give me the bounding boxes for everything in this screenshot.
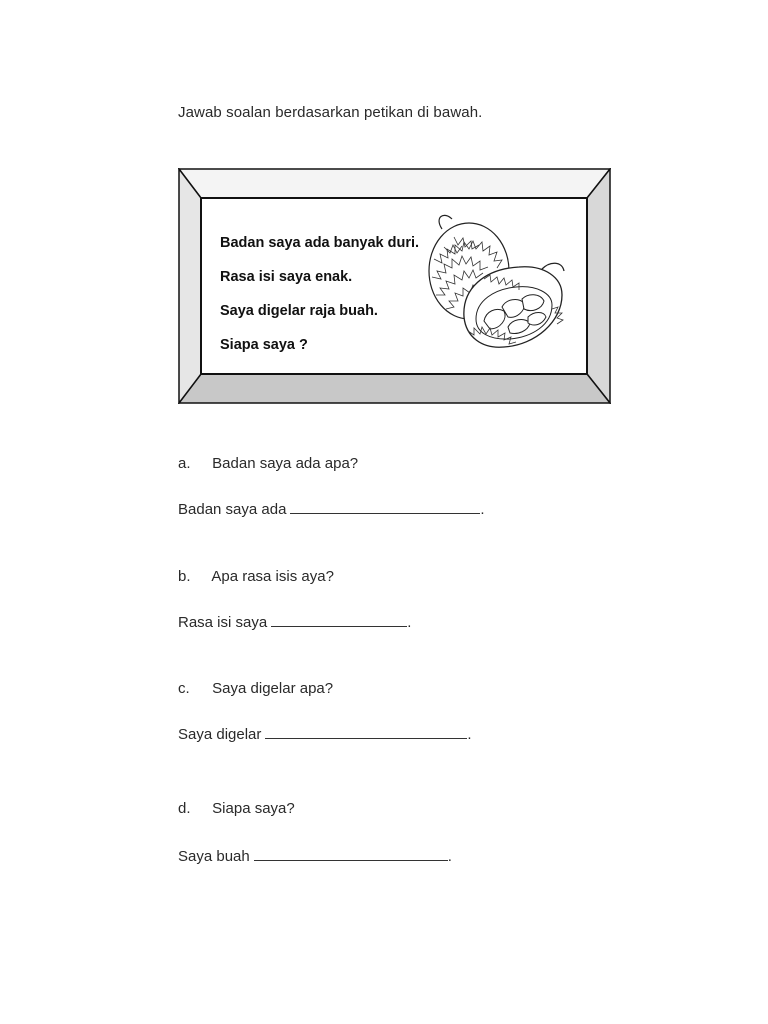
passage-line: Rasa isi saya enak.: [220, 269, 353, 285]
question-text: Saya digelar apa?: [212, 680, 334, 697]
passage-line: Siapa saya ?: [220, 337, 308, 353]
question-letter: a.: [178, 455, 191, 472]
answer-end: .: [467, 726, 472, 743]
answer-blank[interactable]: [254, 846, 448, 861]
question-text: Apa rasa isis aya?: [211, 568, 334, 585]
question-text: Badan saya ada apa?: [212, 455, 359, 472]
passage-line: Saya digelar raja buah.: [220, 303, 378, 319]
answer-end: .: [480, 501, 485, 518]
question-letter: b.: [178, 568, 191, 585]
answer-prompt: Saya digelar: [178, 726, 262, 743]
answer-end: .: [447, 848, 452, 865]
answer-line-d: [178, 846, 452, 865]
question-letter: d.: [178, 800, 191, 817]
question-b: [178, 568, 334, 585]
answer-line-a: [178, 499, 485, 518]
answer-line-b: [178, 612, 411, 631]
durian-fruit-icon: [424, 209, 569, 364]
answer-prompt: Badan saya ada: [178, 501, 287, 518]
answer-blank[interactable]: [271, 612, 407, 627]
question-a: [178, 455, 358, 472]
question-text: Siapa saya?: [212, 800, 295, 817]
answer-end: .: [407, 614, 412, 631]
answer-blank[interactable]: [265, 724, 467, 739]
answer-prompt: Rasa isi saya: [178, 614, 268, 631]
question-letter: c.: [178, 680, 190, 697]
worksheet-instruction: Jawab soalan berdasarkan petikan di bawah.: [178, 104, 483, 121]
passage-text: [220, 232, 419, 368]
question-d: [178, 800, 295, 817]
question-c: [178, 680, 333, 697]
answer-blank[interactable]: [290, 499, 480, 514]
passage-line: Badan saya ada banyak duri.: [220, 235, 420, 251]
answer-prompt: Saya buah: [178, 848, 250, 865]
answer-line-c: [178, 724, 472, 743]
